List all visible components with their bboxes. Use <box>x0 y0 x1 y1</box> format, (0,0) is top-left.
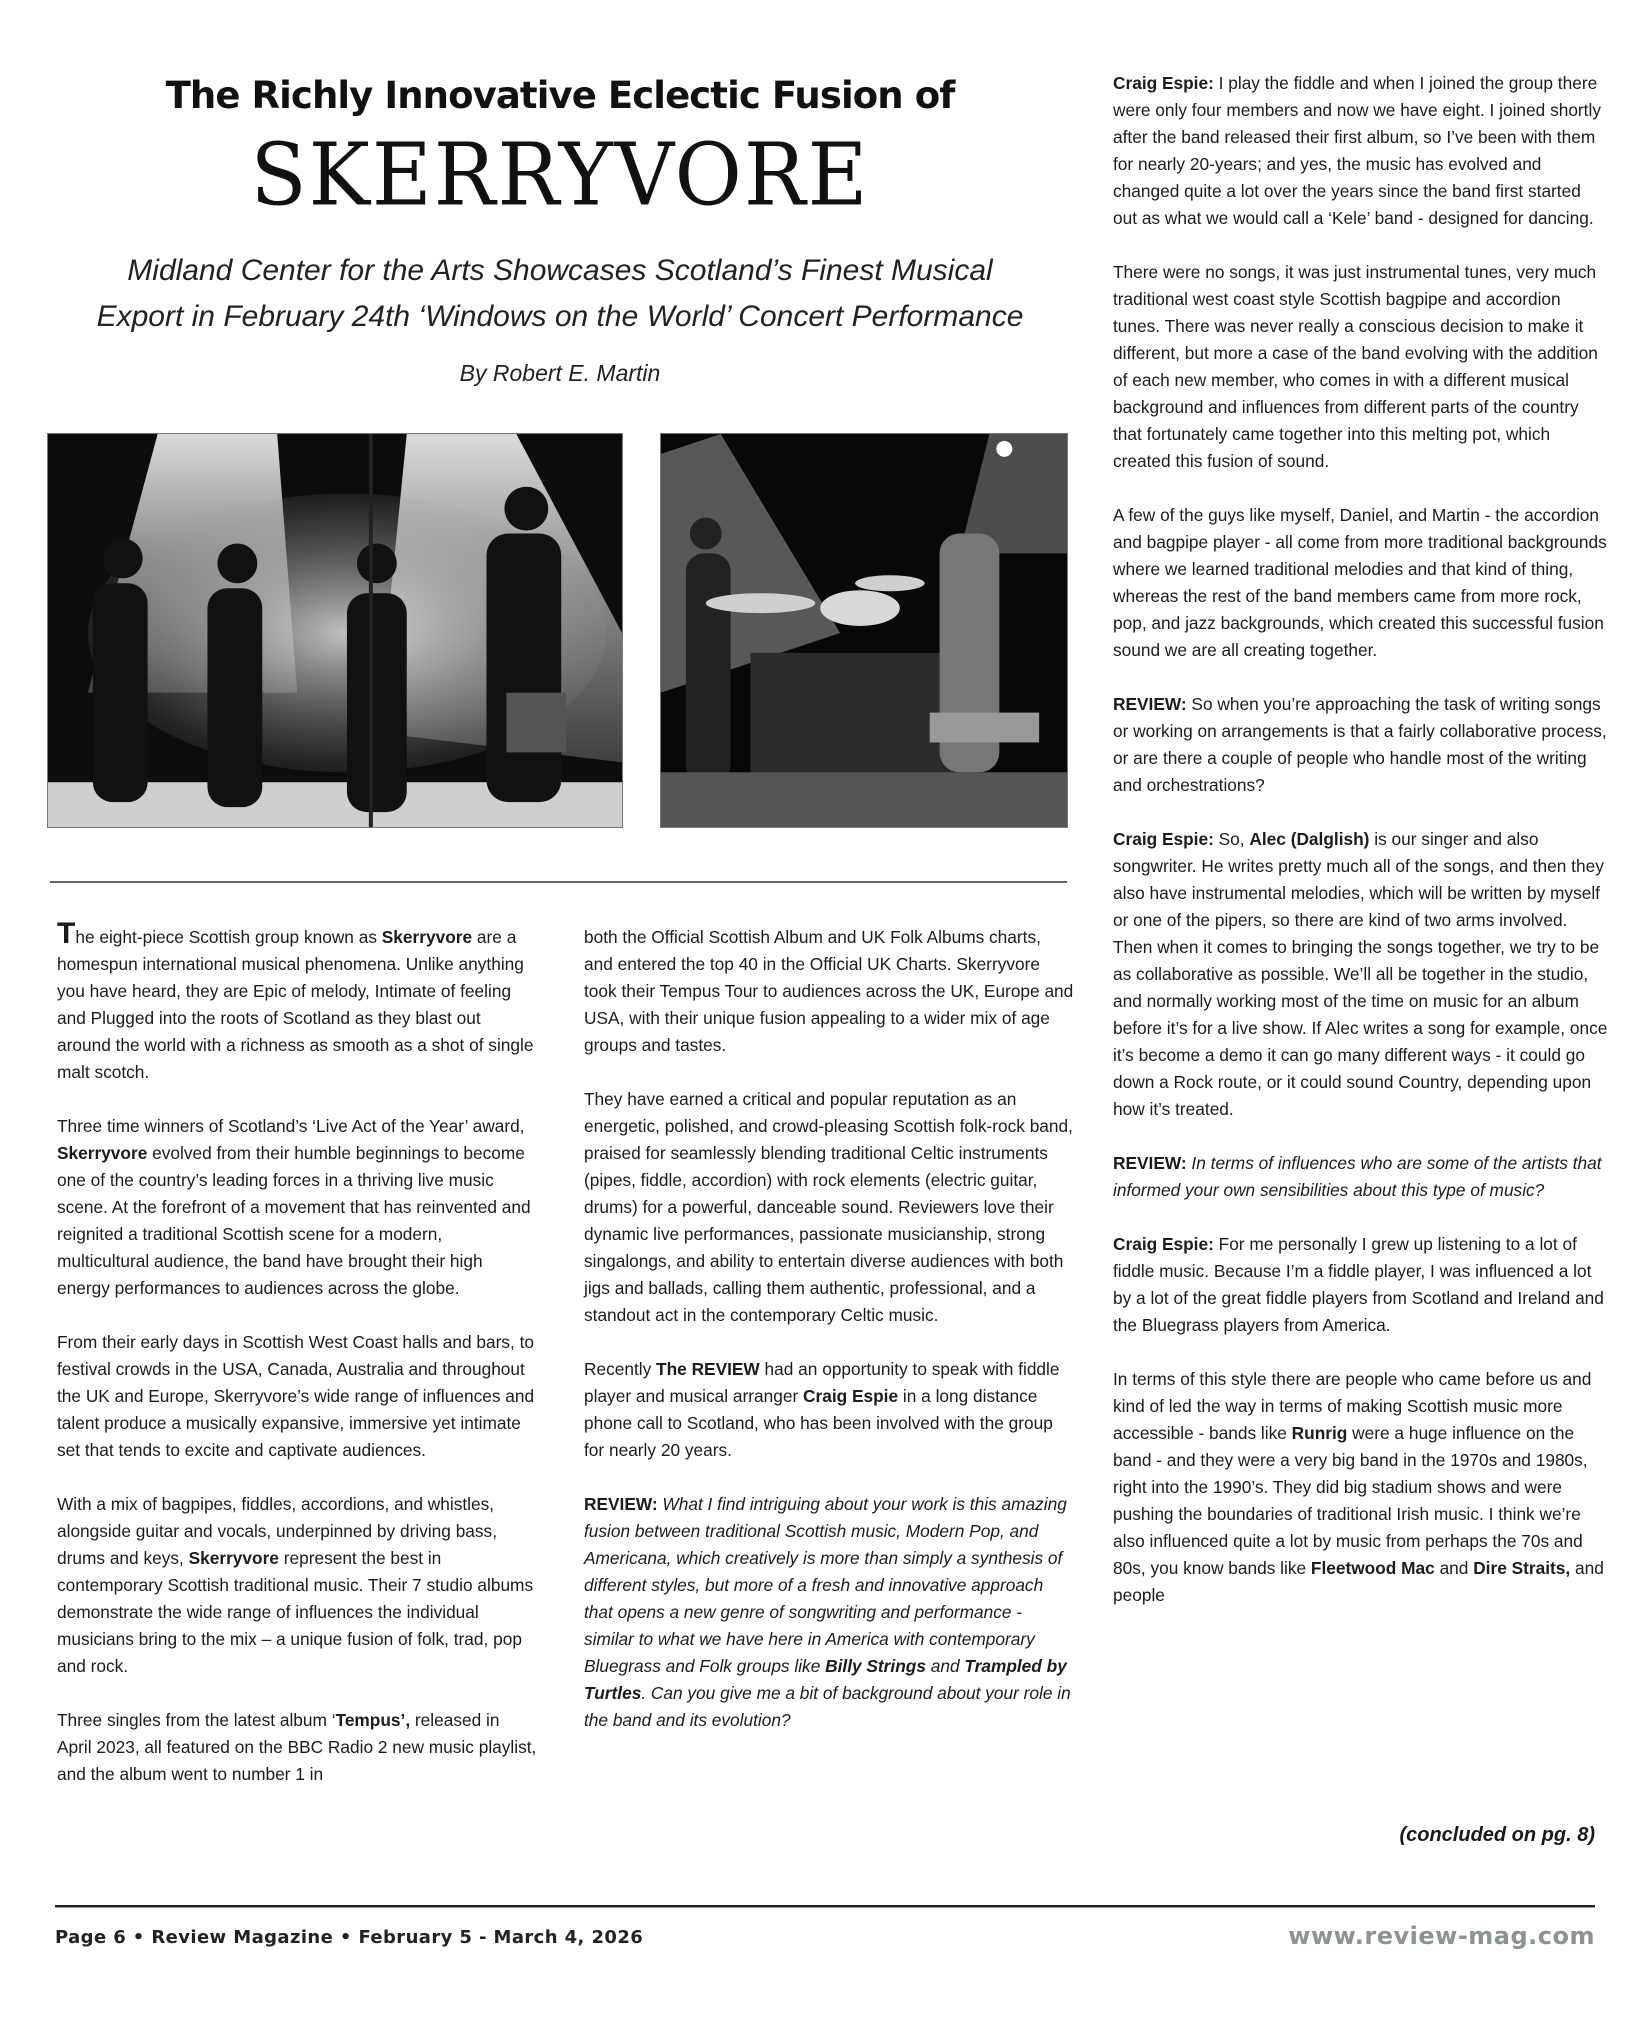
band-name-bold: Skerryvore <box>188 1548 279 1568</box>
text: released in April 2023, all featured on the BBC Radio 2 new music playlist, and the album went to number 1 in <box>57 1710 537 1784</box>
text: Three singles from the latest album ‘ <box>57 1710 336 1730</box>
photo-band-front-line <box>47 433 623 828</box>
concert-photo-2 <box>661 434 1067 827</box>
headline-band-name: SKERRYVORE <box>250 125 870 226</box>
footer-website-link[interactable]: www.review-mag.com <box>1288 1922 1595 1950</box>
text: and <box>1434 1558 1474 1578</box>
concert-photo-1 <box>48 434 622 827</box>
question-text: So when you’re approaching the task of writing songs or working on arrangements is that a fairly collaborative process, or are there a couple of people who handle most of the writing and orchestrations? <box>1113 694 1607 795</box>
text: in a long distance phone call to Scotland, who has been involved with the group for nearly 20 years. <box>584 1386 1053 1460</box>
band-name-bold: Dire Straits, <box>1473 1558 1571 1578</box>
band-name-bold: Skerryvore <box>57 1143 148 1163</box>
photo-band-drums <box>660 433 1068 828</box>
answer-text: I play the fiddle and when I joined the group there were only four members and now we have eight. I joined shortly after the band released their first album, so I’ve been with them for nearly 20-years; and yes, the music has evolved and changed quite a lot over the years since the band first started out as what we would call a ‘Kele’ band - designed for dancing. <box>1113 73 1601 228</box>
paragraph: They have earned a critical and popular reputation as an energetic, polished, and crowd-pleasing Scottish folk-rock band, praised for seamlessly blending traditional Celtic instruments (pipes, fiddle, accordion) with rock elements (electric guitar, drums) for a powerful, danceable sound. Reviewers love their dynamic live performances, passionate musicianship, strong singalongs, and ability to entertain diverse audiences with both jigs and ballads, calling them authentic, professional, and a standout act in the contemporary Celtic music. <box>584 1089 1073 1325</box>
continued-jump-line: (concluded on pg. 8) <box>1399 1824 1595 1846</box>
band-name-bold: Skerryvore <box>381 927 473 947</box>
paragraph <box>57 1491 537 1680</box>
speaker-label: Craig Espie: <box>1113 829 1214 849</box>
paragraph <box>57 1707 537 1788</box>
interviewee-name-bold: Craig Espie <box>803 1386 899 1406</box>
text: evolved from their humble beginnings to become one of the country’s leading forces in a thriving live music scene. At the forefront of a movement that has reinvented and reignited a traditional Scottish scene for a modern, multicultural audience, the band have brought their high energy performances to audiences across the globe. <box>57 1143 531 1298</box>
subheadline-line-1: Midland Center for the Arts Showcases Scotland’s Finest Musical <box>127 254 993 287</box>
paragraph: There were no songs, it was just instrumental tunes, very much traditional west coast style Scottish bagpipe and accordion tunes. There was never really a conscious decision to make it different, but more a case of the band evolving with the addition of each new member, who comes in with a different musical background and influences from different parts of the country that fortunately came together into this melting pot, which created this fusion of sound. <box>1113 262 1598 471</box>
question-text: and <box>925 1656 965 1676</box>
article-column-3 <box>1113 70 1608 1636</box>
text: With a mix of bagpipes, fiddles, accordions, and whistles, alongside guitar and vocals, underpinned by driving bass, drums and keys, <box>57 1494 497 1568</box>
answer-text: So, <box>1213 829 1250 849</box>
paragraph <box>1113 1366 1608 1609</box>
speaker-label: REVIEW: <box>1113 1153 1187 1173</box>
text: represent the best in contemporary Scottish traditional music. Their 7 studio albums demonstrate the wide range of influences the individual musicians bring to the mix – a unique fusion of folk, trad, pop and rock. <box>57 1548 534 1676</box>
footer-rule <box>55 1905 1595 1908</box>
interview-question <box>1113 1150 1608 1204</box>
question-text: . Can you give me a bit of background about your role in the band and its evolution? <box>584 1683 1071 1730</box>
text: were a huge influence on the band - and they were a very big band in the 1970s and 1980s, right into the 1990’s. They did big stadium shows and were pushing the boundaries of traditional Irish music. I think we’re also influenced quite a lot by music from perhaps the 70s and 80s, you know bands like <box>1113 1423 1588 1578</box>
subheadline <box>40 248 1080 340</box>
answer-text: For me personally I grew up listening to a lot of fiddle music. Because I’m a fiddle player, I was influenced a lot by a lot of the great fiddle players from Scotland and Ireland and the Bluegrass players from America. <box>1113 1234 1604 1335</box>
person-name-bold: Alec (Dalglish) <box>1249 829 1370 849</box>
drop-cap: T <box>57 917 76 950</box>
interview-answer <box>1113 826 1608 1123</box>
text: Recently <box>584 1359 657 1379</box>
speaker-label: REVIEW: <box>584 1494 658 1514</box>
text: In terms of this style there are people who came before us and kind of led the way in terms of making Scottish music more accessible - bands like <box>1113 1369 1592 1443</box>
publication-name-bold: The REVIEW <box>656 1359 760 1379</box>
subheadline-line-2: Export in February 24th ‘Windows on the World’ Concert Performance <box>96 300 1024 333</box>
paragraph: From their early days in Scottish West Coast halls and bars, to festival crowds in the USA, Canada, Australia and throughout the UK and Europe, Skerryvore’s wide range of influences and talent produce a musically expansive, immersive yet intimate set that tends to excite and captivate audiences. <box>57 1332 535 1460</box>
answer-text: is our singer and also songwriter. He writes pretty much all of the songs, and then they also have instrumental melodies, which will be written by myself or one of the pipers, so there are kind of two arms involved. Then when it comes to bringing the songs together, we try to be as collaborative as possible. We’ll all be together in the studio, and normally working most of the time on music for an album before it’s for a live show. If Alec writes a song for example, once it’s become a demo it can go many different ways - it could go down a Rock route, or it could sound Country, depending upon how it’s treated. <box>1113 829 1608 1119</box>
artist-name-bold: Trampled by Turtles <box>584 1656 1067 1703</box>
interview-answer <box>1113 70 1608 232</box>
article-column-2 <box>584 924 1074 1761</box>
interview-question <box>584 1491 1074 1734</box>
article-column-1 <box>57 917 537 1815</box>
question-text: What I find intriguing about your work is this amazing fusion between traditional Scottish music, Modern Pop, and Americana, which creatively is more than simply a synthesis of different styles, but more of a fresh and innovative approach that opens a new genre of songwriting and performance - similar to what we have here in America with contemporary Bluegrass and Folk groups like <box>584 1494 1067 1676</box>
text: are a homespun international musical phenomena. Unlike anything you have heard, they are Epic of melody, Intimate of feeling and Plugged into the roots of Scotland as they blast out around the world with a richness as smooth as a shot of single malt scotch. <box>57 927 534 1082</box>
paragraph <box>57 1113 537 1302</box>
band-name-bold: Runrig <box>1291 1423 1348 1443</box>
text: he eight-piece Scottish group known as <box>75 927 382 947</box>
footer-page-info: Page 6 • Review Magazine • February 5 - March 4, 2026 <box>55 1927 644 1948</box>
section-divider <box>50 881 1067 883</box>
interview-answer <box>1113 1231 1608 1339</box>
text: had an opportunity to speak with fiddle player and musical arranger <box>584 1359 1060 1406</box>
band-name-bold: Fleetwood Mac <box>1310 1558 1435 1578</box>
speaker-label: REVIEW: <box>1113 694 1187 714</box>
question-text: In terms of influences who are some of the artists that informed your own sensibilities about this type of music? <box>1113 1153 1602 1200</box>
byline: By Robert E. Martin <box>459 360 661 386</box>
artist-name-bold: Billy Strings <box>825 1656 926 1676</box>
headline-kicker: The Richly Innovative Eclectic Fusion of <box>165 74 955 117</box>
paragraph <box>584 1356 1074 1464</box>
text: Three time winners of Scotland’s ‘Live Act of the Year’ award, <box>57 1116 525 1136</box>
album-name-bold: Tempus’, <box>335 1710 411 1730</box>
paragraph-intro <box>57 917 537 1086</box>
paragraph: both the Official Scottish Album and UK Folk Albums charts, and entered the top 40 in the Official UK Charts. Skerryvore took their Tempus Tour to audiences across the UK, Europe and USA, with their unique fusion appealing to a wider mix of age groups and tastes. <box>584 927 1074 1055</box>
text: and people <box>1113 1558 1604 1605</box>
paragraph: A few of the guys like myself, Daniel, and Martin - the accordion and bagpipe player - all come from more traditional backgrounds where we learned traditional melodies and that kind of thing, whereas the rest of the band members came from more rock, pop, and jazz backgrounds, which created this successful fusion sound we are all creating together. <box>1113 505 1607 660</box>
speaker-label: Craig Espie: <box>1113 1234 1214 1254</box>
interview-question <box>1113 691 1608 799</box>
speaker-label: Craig Espie: <box>1113 73 1214 93</box>
